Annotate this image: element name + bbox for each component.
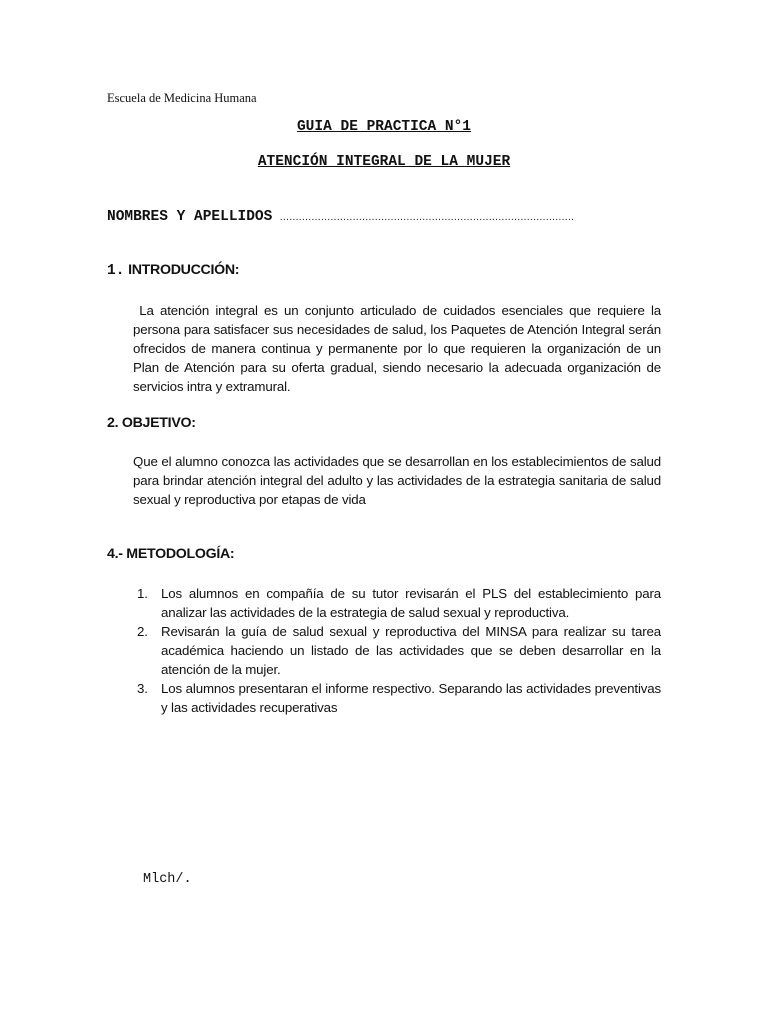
name-line-label: NOMBRES Y APELLIDOS: [107, 209, 273, 225]
name-line-fill: …………………………………………………………………………………: [279, 212, 574, 223]
list-item-number: 1.: [137, 586, 148, 601]
introduction-number: 1.: [107, 263, 125, 279]
school-name: Escuela de Medicina Humana: [107, 91, 257, 105]
list-item: [133, 584, 661, 622]
objective-paragraph: Que el alumno conozca las actividades que se desarrollan en los establecimientos de salud para brindar atención integral del adulto y las actividades de la estrategia sanitaria de salud sexual y reproductiva por etapas de vida: [133, 454, 661, 507]
practice-guide-title: GUIA DE PRACTICA N°1: [296, 119, 472, 135]
author-initials: Mlch/.: [143, 872, 192, 887]
list-item-number: 2.: [137, 624, 148, 639]
list-item-text: Revisarán la guía de salud sexual y reproductiva del MINSA para realizar su tarea académica haciendo un listado de las actividades que se deben desarrollar en la atención de la mujer.: [161, 624, 661, 677]
name-line: [107, 207, 574, 225]
list-item-text: Los alumnos presentaran el informe respectivo. Separando las actividades preventivas y las actividades recuperativas: [161, 681, 661, 715]
list-item-number: 3.: [137, 681, 148, 696]
introduction-title: INTRODUCCIÓN:: [128, 262, 240, 278]
introduction-heading: [107, 262, 239, 279]
list-item-text: Los alumnos en compañía de su tutor revisarán el PLS del establecimiento para analizar las actividades de la estrategia de salud sexual y reproductiva.: [161, 586, 661, 620]
list-item: [133, 679, 661, 717]
methodology-list: [133, 584, 661, 717]
methodology-heading: 4.- METODOLOGÍA:: [107, 546, 235, 562]
introduction-paragraph: La atención integral es un conjunto articulado de cuidados esenciales que requiere la persona para satisfacer sus necesidades de salud, los Paquetes de Atención Integral serán ofrecidos de manera continua y permanente por lo que requieren la organización de un Plan de Atención para su oferta gradual, siendo necesario la adecuada organización de servicios intra y extramural.: [133, 303, 665, 394]
objective-heading: 2. OBJETIVO:: [107, 415, 196, 431]
list-item: [133, 622, 661, 679]
topic-title: ATENCIÓN INTEGRAL DE LA MUJER: [257, 154, 511, 170]
